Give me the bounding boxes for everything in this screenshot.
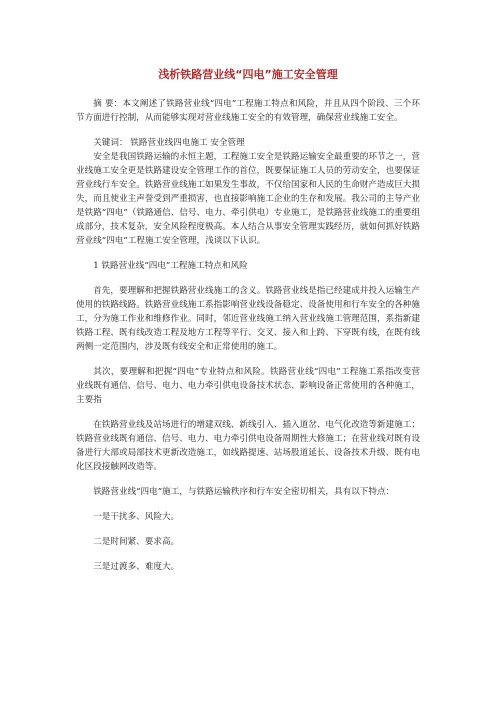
document-title: 浅析铁路营业线“四电”施工安全管理	[158, 68, 338, 81]
body-paragraph: 其次，要理解和把握“四电”专业特点和风险。铁路营业线“四电”工程施工系指改变营业线既有通信、信号、电力、电力牵引供电设备技术状态、影响设备正常使用的各种施工，主要指	[76, 367, 420, 405]
keywords-line: 关键词： 铁路营业线四电施工 安全管理	[93, 138, 245, 148]
list-item: 一是干扰多、风险大。	[93, 512, 180, 522]
document-body	[76, 97, 420, 574]
abstract-paragraph: 摘 要：本文阐述了铁路营业线“四电”工程施工特点和风险，并且从四个阶段、三个环节方面进行控制，从而能够实现对营业线施工安全的有效管理，确保营业线施工安全。	[76, 99, 420, 123]
list-item: 三是过渡多、难度大。	[93, 562, 180, 572]
body-paragraph: 首先，要理解和把握铁路营业线施工的含义。铁路营业线是指已经建成并投入运输生产使用的铁路线路。铁路营业线施工系指影响营业线设备稳定、设备使用和行车安全的各种施工，分为施工作业和维修作业。同时，邻近营业线施工纳入营业线施工管理范围，系指新建铁路工程、既有线改造工程及地方工程等平行、交叉、接入和上跨、下穿既有线，在既有线两侧一定范围内，涉及既有线安全和正常使用的施工。	[76, 286, 420, 352]
intro-paragraph: 安全是我国铁路运输的永恒主题，工程施工安全是铁路运输安全最重要的环节之一，营业线施工安全更是铁路建设安全管理工作的首位，既要保证施工人员的劳动安全，也要保证营业线行车安全。铁路营业线施工如果发生事故，不仅给国家和人民的生命财产造成巨大损失，而且使业主声誉受到严重损害，也直接影响施工企业的生存和发展。我公司的主导产业是铁路“四电”（铁路通信、信号、电力、牵引供电）专业施工，是铁路营业线施工的重要组成部分，技术复杂，安全风险程度极高。本人结合从事安全管理实践经历，就如何抓好铁路营业线“四电”工程施工安全管理，浅谈以下认识。	[76, 152, 420, 246]
list-item: 二是时间紧、要求高。	[93, 537, 180, 547]
body-paragraph: 铁路营业线“四电”施工，与铁路运输秩序和行车安全密切相关，具有以下特点：	[93, 487, 395, 497]
section-heading: 1 铁路营业线“四电”工程施工特点和风险	[93, 261, 248, 271]
body-paragraph: 在铁路营业线及站场进行的增建双线、新线引入、插入道岔、电气化改造等新建施工；铁路营业线既有通信、信号、电力、电力牵引供电设备周期性大修施工；在营业线对既有设备进行大部或局部技术更新改造施工，如线路提速、站场股道延长、设备技术升级、既有电化区段接触网改造等。	[76, 420, 420, 472]
